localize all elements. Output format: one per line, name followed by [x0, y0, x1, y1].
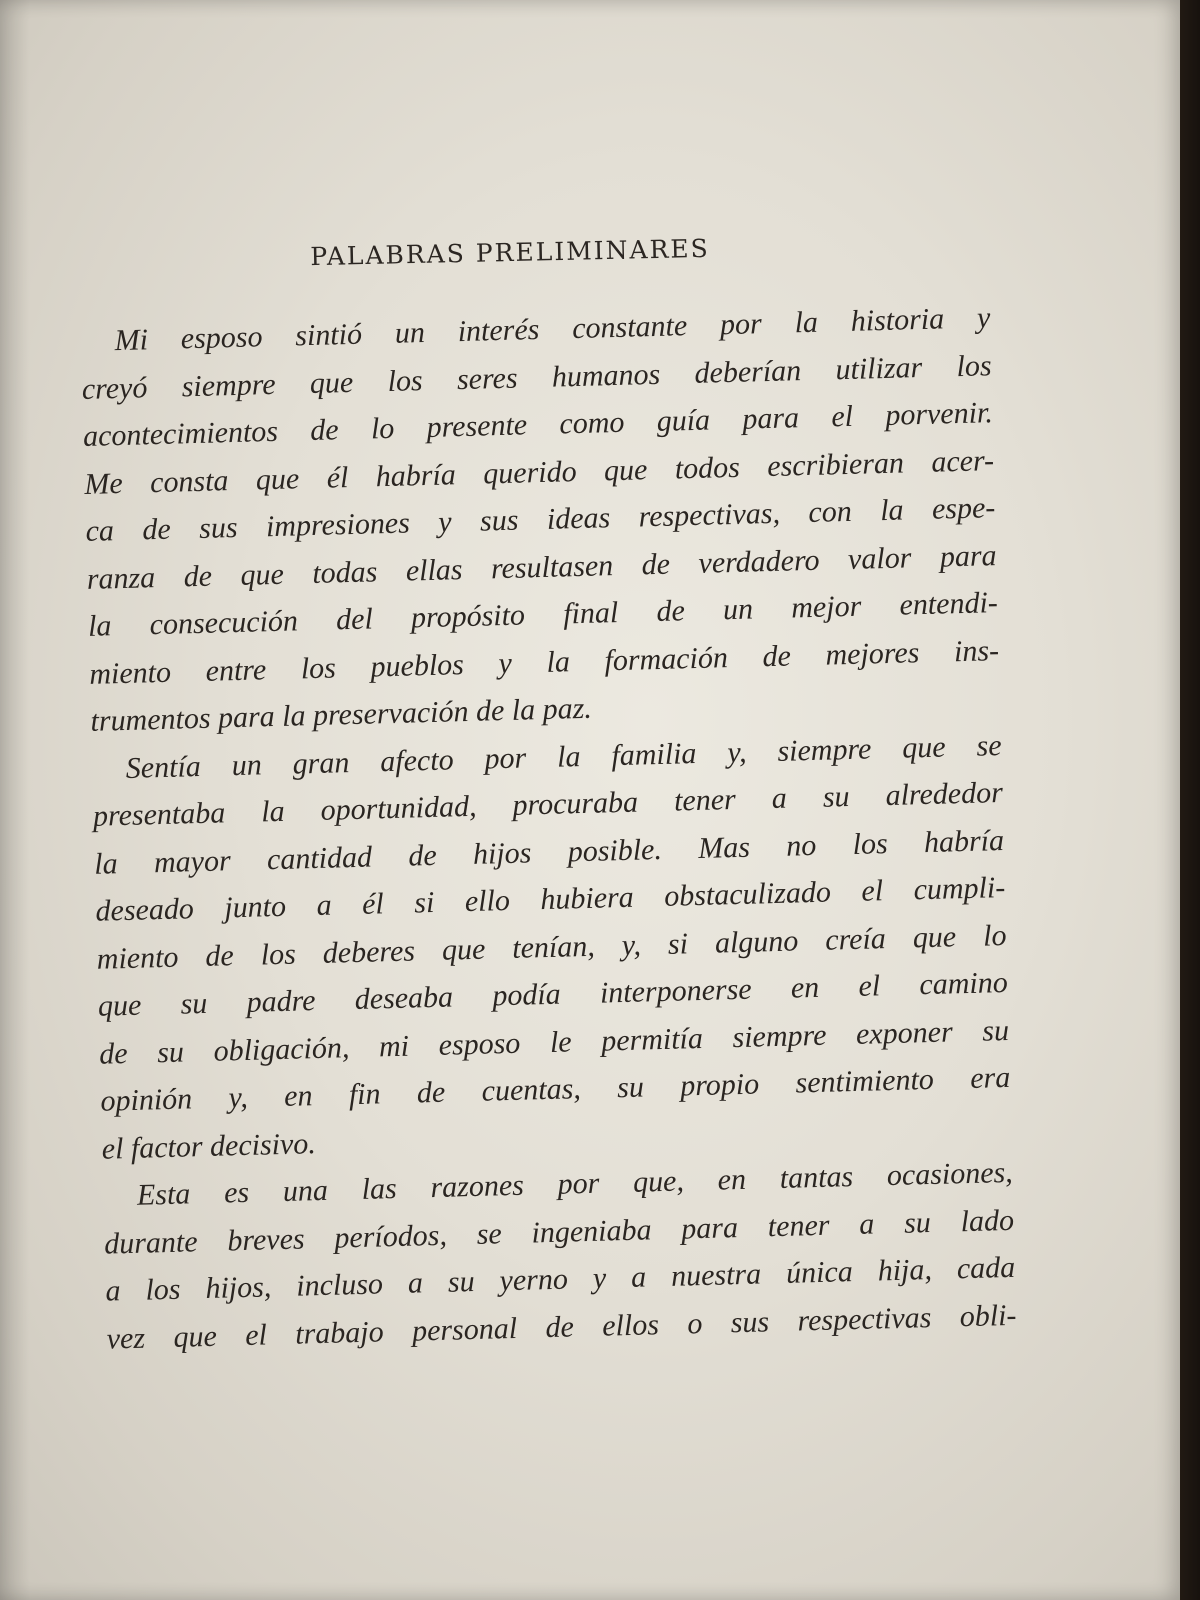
text-line: trumentos para la preservación de la paz. [90, 691, 593, 738]
page-heading: PALABRAS PRELIMINARES [309, 233, 711, 272]
text-line: acontecimientos de lo presente como guía para el porvenir. [82, 396, 994, 453]
text-line: Esta es una las razones por que, en tantas ocasiones, [136, 1155, 1014, 1212]
text-line: ranza de que todas ellas resultasen de verdadero valor para [86, 538, 997, 596]
text-line: ca de sus impresiones y sus ideas respectivas, con la espe- [85, 491, 996, 548]
text-line: que su padre deseaba podía interponerse en el camino [97, 965, 1009, 1023]
body-text [80, 294, 1017, 1362]
text-line: durante breves períodos, se ingeniaba para tener a su lado [103, 1203, 1015, 1261]
text-line: vez que el trabajo personal de ellos o sus respectivas obli- [106, 1298, 1017, 1356]
text-line: Me consta que él habría querido que todos escribieran acer- [83, 443, 995, 501]
text-line: presentaba la oportunidad, procuraba tener a su alrededor [92, 776, 1004, 833]
text-line: Mi esposo sintió un interés constante por la historia y [114, 301, 991, 358]
text-line: creyó siempre que los seres humanos deberían utilizar los [81, 348, 992, 406]
text-line: la mayor cantidad de hijos posible. Mas no los habría [93, 823, 1005, 881]
text-line: miento entre los pueblos y la formación de mejores ins- [88, 633, 1000, 691]
page-curl-shadow [0, 0, 30, 1600]
text-line: a los hijos, incluso a su yerno y a nuestra única hija, cada [105, 1250, 1016, 1308]
text-line: Sentía un gran afecto por la familia y, siempre que se [125, 728, 1002, 785]
text-line: opinión y, en fin de cuentas, su propio sentimiento era [100, 1060, 1011, 1118]
text-line: el factor decisivo. [101, 1126, 317, 1166]
text-line: miento de los deberes que tenían, y, si alguno creía que lo [96, 918, 1007, 976]
text-line: la consecución del propósito final de un mejor entendi- [87, 586, 999, 643]
text-line: deseado junto a él si ello hubiera obstaculizado el cumpli- [95, 870, 1006, 928]
text-line: de su obligación, mi esposo le permitía siempre exponer su [98, 1013, 1010, 1071]
